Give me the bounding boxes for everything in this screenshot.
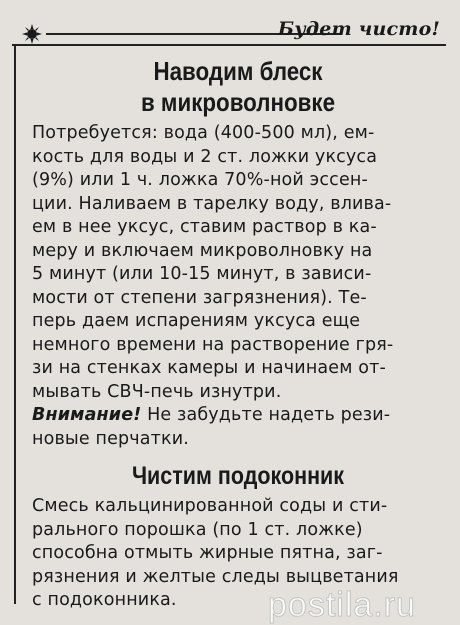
body-line: рязнения и желтые следы выцветания	[32, 566, 399, 587]
sun-gear-icon	[22, 24, 42, 44]
body-line: рального порошка (по 1 ст. ложке)	[32, 519, 363, 540]
warning-text: Не забудьте надеть рези-	[141, 405, 391, 425]
body-line: мости от степени загрязнения). Те-	[32, 287, 367, 308]
body-line: Потребуется: вода (400-500 мл), ем-	[32, 123, 375, 143]
body-line: ции. Наливаем в тарелку воду, влива-	[32, 193, 392, 214]
body-line: (9%) или 1 ч. ложка 70%-ной эссен-	[32, 170, 368, 190]
body-line: мывать СВЧ-печь изнутри.	[32, 381, 282, 402]
warning-label: Внимание!	[32, 405, 142, 425]
body-line: способна отмыть жирные пятна, заг-	[32, 543, 383, 563]
watermark: postila.ru	[268, 586, 416, 624]
article1-body	[32, 122, 444, 451]
article1-title-line: Наводим блеск	[153, 56, 323, 86]
body-line: кость для воды и 2 ст. ложки уксуса	[32, 146, 378, 167]
top-border	[12, 44, 446, 46]
warning-line	[32, 404, 444, 428]
body-line: зи на стенках камеры и начинаем от-	[32, 358, 386, 378]
article1-title	[61, 56, 415, 118]
body-line: 5 минут (или 10-15 минут, в зависи-	[32, 264, 372, 284]
article-content	[32, 56, 444, 613]
article1-title-line: в микроволновке	[140, 87, 336, 117]
body-line: меру и включаем микроволновку на	[32, 240, 373, 261]
left-border	[14, 44, 16, 604]
body-line: ем в нее уксус, ставим раствор в ка-	[32, 217, 377, 237]
article2-title: Чистим подоконник	[131, 462, 345, 490]
body-line: новые перчатки.	[32, 428, 189, 449]
section-tag: Будет чисто!	[277, 18, 440, 40]
body-line: с подоконника.	[32, 590, 177, 610]
body-line: Смесь кальцинированной соды и сти-	[32, 496, 388, 516]
body-line: перь даем испарениям уксуса еще	[32, 311, 361, 331]
body-line: немного времени на растворение гря-	[32, 334, 394, 355]
